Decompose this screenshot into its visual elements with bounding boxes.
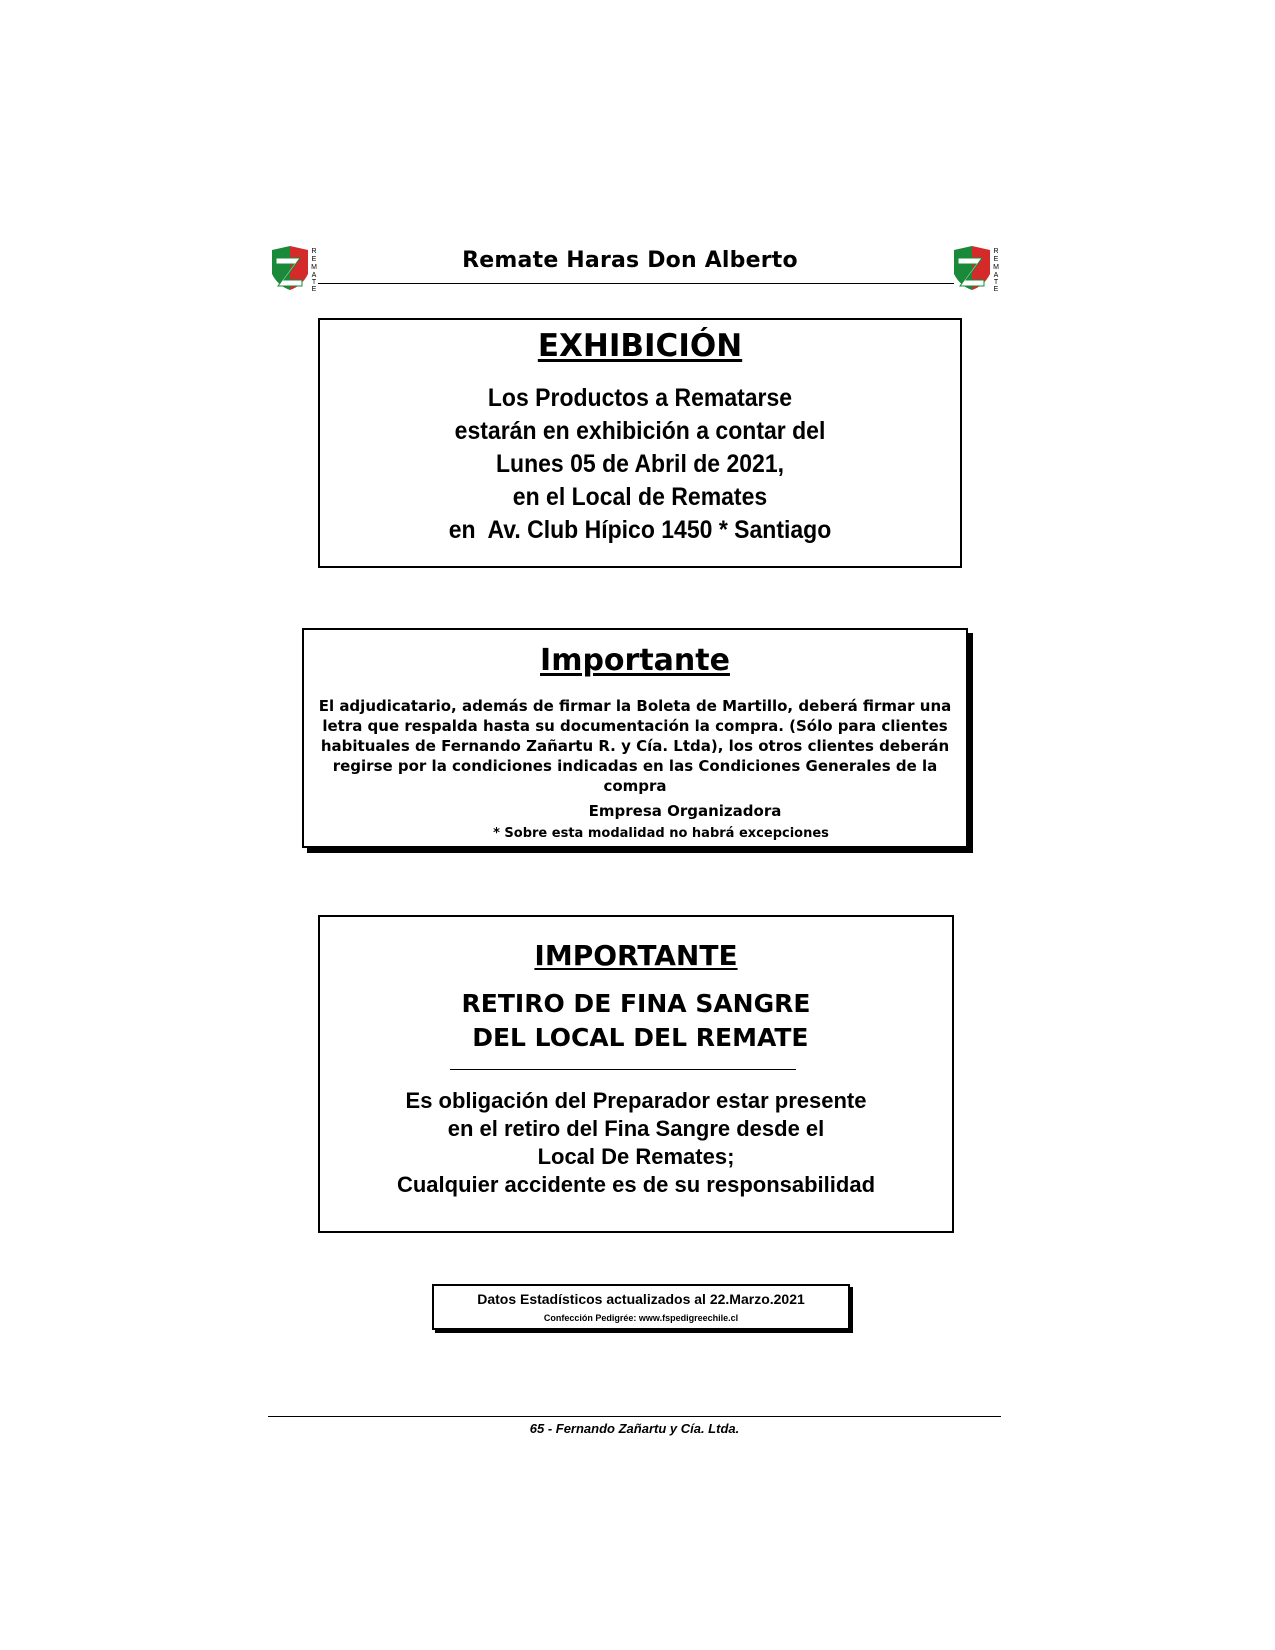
header-divider bbox=[318, 283, 954, 284]
svg-text:R: R bbox=[993, 248, 999, 255]
retiro-divider bbox=[450, 1069, 796, 1070]
retiro-title: IMPORTANTE bbox=[534, 939, 738, 972]
importante-body: El adjudicatario, además de firmar la Boleta de Martillo, deberá firmar una letra que respalda hasta su documentación la compra. (Sólo para clientes habituales de Fernando Zañartu R. y Cía. Ltda), los otros clientes deberán regirse por la condiciones indicadas en las Condiciones Generales de la compra bbox=[318, 697, 952, 795]
svg-text:A: A bbox=[993, 272, 999, 279]
exhibicion-title: EXHIBICIÓN bbox=[537, 328, 743, 364]
retiro-body bbox=[320, 1087, 952, 1199]
retiro-body-line: Local De Remates; bbox=[537, 1144, 735, 1169]
svg-text:E: E bbox=[993, 286, 999, 293]
svg-text:A: A bbox=[311, 272, 317, 279]
svg-text:T: T bbox=[311, 279, 317, 286]
exhibicion-line: en Av. Club Hípico 1450 * Santiago bbox=[448, 516, 832, 544]
svg-text:M: M bbox=[311, 264, 317, 271]
exhibicion-box bbox=[318, 318, 962, 568]
svg-text:T: T bbox=[993, 279, 999, 286]
exhibicion-line: en el Local de Remates bbox=[512, 483, 768, 511]
svg-text:R: R bbox=[311, 248, 317, 255]
retiro-body-line: Cualquier accidente es de su responsabilidad bbox=[396, 1172, 876, 1197]
stats-box bbox=[432, 1284, 850, 1330]
retiro-body-line: en el retiro del Fina Sangre desde el bbox=[447, 1116, 825, 1141]
retiro-subtitle bbox=[320, 987, 952, 1055]
retiro-subtitle-line: RETIRO DE FINA SANGRE bbox=[461, 989, 811, 1018]
retiro-body-line: Es obligación del Preparador estar presente bbox=[405, 1088, 867, 1113]
page-footer: 65 - Fernando Zañartu y Cía. Ltda. bbox=[529, 1421, 740, 1436]
svg-text:E: E bbox=[993, 256, 999, 263]
exhibicion-line: estarán en exhibición a contar del bbox=[454, 417, 826, 445]
retiro-subtitle-line: DEL LOCAL DEL REMATE bbox=[463, 1023, 809, 1052]
stats-updated: Datos Estadísticos actualizados al 22.Marzo.2021 bbox=[477, 1291, 805, 1307]
svg-text:E: E bbox=[311, 256, 317, 263]
stats-pedigree: Confección Pedigrée: www.fspedigreechile.cl bbox=[543, 1313, 739, 1323]
page-title: Remate Haras Don Alberto bbox=[462, 248, 798, 273]
footer-divider bbox=[268, 1416, 1001, 1417]
importante-box bbox=[302, 628, 968, 848]
exhibicion-text bbox=[346, 382, 935, 547]
importante-organizer: Empresa Organizadora bbox=[588, 802, 782, 820]
importante-note: * Sobre esta modalidad no habrá excepciones bbox=[493, 826, 829, 841]
retiro-box bbox=[318, 915, 954, 1233]
importante-title: Importante bbox=[540, 643, 730, 678]
svg-text:M: M bbox=[993, 264, 999, 271]
svg-text:E: E bbox=[311, 286, 317, 293]
exhibicion-line: Lunes 05 de Abril de 2021, bbox=[495, 450, 785, 478]
exhibicion-line: Los Productos a Rematarse bbox=[487, 384, 793, 412]
